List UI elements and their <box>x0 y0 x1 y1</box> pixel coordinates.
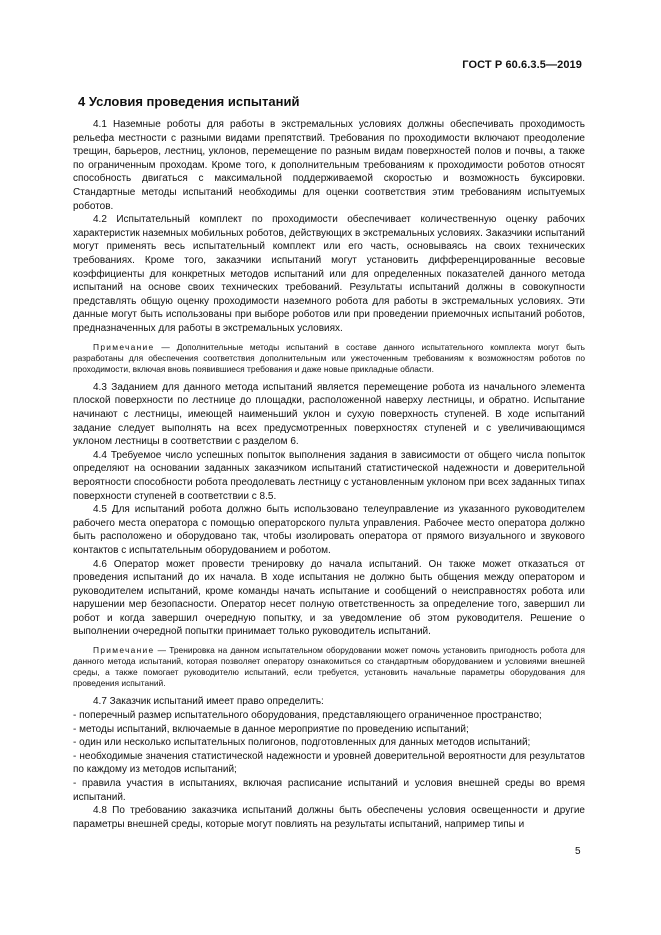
list-item: - правила участия в испытаниях, включая расписание испытаний и условия внешней среды во время испытаний. <box>73 778 585 803</box>
note-1 <box>73 342 585 375</box>
note-2 <box>73 645 585 689</box>
page-number: 5 <box>575 846 581 857</box>
paragraph-4-6: 4.6 Оператор может провести тренировку до начала испытаний. Он также может отказаться от проведения испытаний до их начала. В ходе испытания не должно быть общения между оператором и руководителем испытаний, кроме команды начать испытание и сообщений о неисправностях робота или нарушении мер безопасности. Оператор несет полную ответственность за определение того, завершил ли робот и когда завершил очередную попытку, и за уведомление об этом руководителя. Решение о выполнении очередной попытки принимает только руководитель испытаний. <box>73 558 585 638</box>
page-body <box>73 94 585 831</box>
paragraph-4-4: 4.4 Требуемое число успешных попыток выполнения задания в зависимости от общего числа попыток определяют на основании заданных заказчиком испытаний статистической надежности и доверительной вероятности способности робота преодолевать лестницу с установленным уклоном при всех заданных типах поверхности ступеней в соответствии с 8.5. <box>73 449 585 502</box>
paragraph-4-2: 4.2 Испытательный комплект по проходимости обеспечивает количественную оценку рабочих характеристик наземных мобильных роботов, действующих в экстремальных условиях. Заказчики испытаний могут применять весь испытательный комплект или его часть, основываясь на своих технических требованиях. Кроме того, заказчики испытаний могут установить дифференцированные весовые коэффициенты для конкретных методов испытаний или для определенных показателей данного метода испытаний на основе своих технических требований. Результаты испытаний должны в совокупности представлять общую оценку проходимости наземного робота для работы в экстремальных условиях. Эти данные могут быть использованы при выборе роботов или при проведении приемочных испытаний роботов, предназначенных для работы в экстремальных условиях. <box>73 214 586 334</box>
paragraph-4-5: 4.5 Для испытаний робота должно быть использовано телеуправление из указанного руководителем рабочего места оператора с помощью операторского пульта управления. Рабочее место оператора должно быть расположено и оборудовано так, чтобы изолировать оператора от прямого визуального и звукового контактов с испытательным оборудованием и роботом. <box>73 504 585 556</box>
paragraph-4-7: 4.7 Заказчик испытаний имеет право определить: <box>93 696 324 708</box>
list-item: - один или несколько испытательных полигонов, подготовленных для данных методов испытаний; <box>73 737 531 749</box>
list-item: - поперечный размер испытательного оборудования, представляющего ограниченное пространство; <box>73 710 542 722</box>
note-label: Примечание <box>93 341 155 352</box>
list-item: - методы испытаний, включаемые в данное мероприятие по проведению испытаний; <box>73 723 469 735</box>
document-designation: ГОСТ Р 60.6.3.5—2019 <box>462 59 582 71</box>
paragraph-4-1: 4.1 Наземные роботы для работы в экстремальных условиях должны обеспечивать проходимость рельефа местности с разными видами препятствий. Требования по проходимости включают преодоление трещин, барьеров, лестниц, уклонов, перемещение по разным видам поверхностей полов и почвы, а также по ограниченным проходам. Кроме того, к дополнительным требованиям к проходимости роботов относят способность двигаться с максимальной поддерживаемой скоростью и возможность буксировки. Стандартные методы испытаний необходимы для оценки соответствия этим требованиям испытуемых роботов. <box>73 119 585 212</box>
note-text: — Дополнительные методы испытаний в составе данного испытательного комплекта могут быть разработаны для обеспечения соответствия дополнительным или ужесточенным требованиям к возможностям роботов по проходимости, включая вновь появившиеся требования и даже новые прикладные области. <box>73 341 585 374</box>
note-text: — Тренировка на данном испытательном оборудовании может помочь установить пригодность робота для данного метода испытаний, которая позволяет оператору ознакомиться со стандартным оборудованием и условиями внешней среды, а также помогает руководителю испытаний, если требуется, установить начальные параметры оборудования для проведения испытаний. <box>73 645 585 689</box>
paragraph-4-8: 4.8 По требованию заказчика испытаний должны быть обеспечены условия освещенности и другие параметры внешней среды, которые могут повлиять на результаты испытаний, например типы и <box>73 805 585 830</box>
note-label: Примечание <box>93 645 155 656</box>
paragraph-4-3: 4.3 Заданием для данного метода испытаний является перемещение робота из начального элемента плоской поверхности по лестнице до площадки, расположенной наверху лестницы, и обратно. Испытание начинают с лестницы, имеющей наименьший уклон и сухую поверхность ступеней. В ходе испытаний задание следует выполнять на всех предусмотренных поверхностях ступеней и с увеличивающимся уклоном лестницы в соответствии с разделом 6. <box>73 381 585 448</box>
section-title: 4 Условия проведения испытаний <box>78 94 300 109</box>
list-item: - необходимые значения статистической надежности и уровней доверительной вероятности для результатов по каждому из методов испытаний; <box>73 750 585 776</box>
